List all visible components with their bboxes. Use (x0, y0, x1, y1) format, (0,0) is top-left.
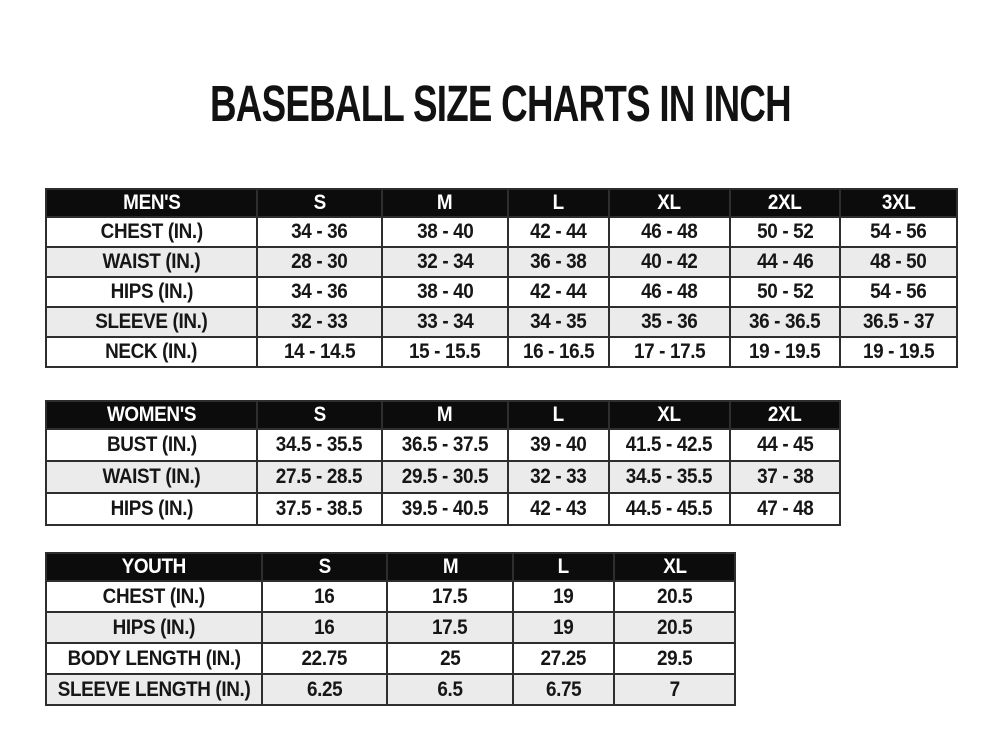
youth-size-table (45, 552, 736, 706)
size-value: 54 - 56 (870, 280, 927, 303)
size-value: 29.5 - 30.5 (401, 465, 489, 488)
measurement-label-cell (46, 247, 257, 277)
size-value: 37 - 38 (756, 465, 814, 488)
size-header-label: S (318, 555, 331, 578)
size-value-cell (840, 277, 957, 307)
size-value: 50 - 52 (756, 220, 814, 243)
size-value: 37.5 - 38.5 (276, 497, 363, 520)
table-row (46, 247, 957, 277)
size-header-label: M (437, 191, 453, 214)
size-header-label: XL (662, 555, 687, 578)
size-value: 42 - 44 (530, 280, 587, 303)
womens-size-table (45, 400, 841, 526)
size-value: 7 (669, 677, 680, 701)
size-value: 20.5 (656, 584, 693, 608)
page-title-text: BASEBALL SIZE CHARTS IN INCH (209, 75, 791, 132)
group-header-label: WOMEN'S (106, 403, 197, 426)
size-value: 34 - 36 (291, 220, 348, 243)
size-value-cell (387, 674, 513, 705)
header-row (46, 401, 840, 429)
size-value: 33 - 34 (416, 310, 474, 333)
size-value-cell (257, 429, 382, 461)
size-header-label: L (552, 191, 565, 214)
group-header-cell (46, 401, 257, 429)
size-value-cell (609, 217, 730, 247)
size-header-label: L (552, 403, 565, 426)
size-header-label: XL (657, 191, 682, 214)
measurement-label: SLEEVE LENGTH (IN.) (57, 677, 251, 701)
measurement-label-cell (46, 674, 262, 705)
measurement-label-cell (46, 217, 257, 247)
group-header-label: YOUTH (121, 555, 187, 578)
size-value: 36 - 38 (530, 250, 587, 273)
header-row (46, 553, 735, 581)
measurement-label-cell (46, 337, 257, 367)
size-value-cell (730, 337, 840, 367)
size-value-cell (257, 461, 382, 493)
size-value: 28 - 30 (291, 250, 348, 273)
size-header-label: 2XL (768, 191, 802, 214)
size-value-cell (840, 217, 957, 247)
size-value-cell (257, 493, 382, 525)
size-value: 15 - 15.5 (409, 340, 481, 363)
size-value-cell (257, 337, 382, 367)
size-value: 34.5 - 35.5 (626, 465, 713, 488)
size-value: 14 - 14.5 (283, 340, 356, 363)
size-value-cell (387, 612, 513, 643)
measurement-label-cell (46, 277, 257, 307)
size-header-label: M (442, 555, 458, 578)
size-header-cell (382, 401, 508, 429)
size-value-cell (508, 461, 609, 493)
group-header-label: MEN'S (122, 191, 181, 214)
size-value-cell (730, 493, 840, 525)
page-title (0, 75, 1000, 132)
size-value-cell (508, 337, 609, 367)
size-value: 34.5 - 35.5 (276, 433, 363, 456)
measurement-label: HIPS (IN.) (110, 497, 193, 520)
size-value: 6.75 (545, 677, 582, 701)
size-value-cell (840, 337, 957, 367)
size-value: 47 - 48 (756, 497, 814, 520)
size-value: 16 - 16.5 (522, 340, 595, 363)
measurement-label: HIPS (IN.) (112, 615, 196, 639)
size-value: 39.5 - 40.5 (401, 497, 489, 520)
table-row (46, 429, 840, 461)
measurement-label-cell (46, 307, 257, 337)
size-header-label: M (437, 403, 453, 426)
size-header-cell (508, 189, 609, 217)
size-value-cell (609, 277, 730, 307)
size-value: 39 - 40 (530, 433, 587, 456)
size-value-cell (730, 277, 840, 307)
size-value: 42 - 43 (530, 497, 587, 520)
size-value: 36.5 - 37 (862, 310, 935, 333)
size-value: 44 - 45 (756, 433, 814, 456)
size-header-label: 3XL (881, 191, 916, 214)
size-value: 20.5 (656, 615, 693, 639)
table-row (46, 217, 957, 247)
size-header-cell (614, 553, 735, 581)
size-header-cell (382, 189, 508, 217)
table-row (46, 612, 735, 643)
size-header-label: XL (657, 403, 682, 426)
size-value-cell (614, 674, 735, 705)
size-value-cell (609, 337, 730, 367)
group-header-cell (46, 189, 257, 217)
measurement-label-cell (46, 612, 262, 643)
size-value: 38 - 40 (416, 220, 474, 243)
size-value-cell (387, 643, 513, 674)
size-value-cell (382, 493, 508, 525)
size-value: 32 - 34 (416, 250, 474, 273)
size-value: 38 - 40 (416, 280, 474, 303)
measurement-label: WAIST (IN.) (102, 465, 201, 488)
measurement-label-cell (46, 493, 257, 525)
size-value-cell (508, 217, 609, 247)
size-value-cell (840, 307, 957, 337)
size-value: 19 (553, 615, 574, 639)
size-value: 16 (314, 584, 335, 608)
size-value: 35 - 36 (641, 310, 698, 333)
size-header-cell (840, 189, 957, 217)
size-value: 29.5 (656, 646, 693, 670)
size-value: 41.5 - 42.5 (626, 433, 713, 456)
size-value: 6.25 (306, 677, 343, 701)
size-value: 17 - 17.5 (633, 340, 706, 363)
size-value-cell (382, 429, 508, 461)
size-value-cell (257, 217, 382, 247)
table-row (46, 337, 957, 367)
size-header-cell (257, 189, 382, 217)
size-value-cell (614, 581, 735, 612)
size-value: 27.25 (540, 646, 587, 670)
size-value-cell (382, 307, 508, 337)
size-value: 50 - 52 (756, 280, 814, 303)
size-value: 46 - 48 (641, 220, 698, 243)
size-value-cell (382, 277, 508, 307)
measurement-label: WAIST (IN.) (102, 250, 201, 273)
measurement-label: HIPS (IN.) (110, 280, 193, 303)
measurement-label-cell (46, 461, 257, 493)
table-row (46, 643, 735, 674)
size-value: 25 (439, 646, 461, 670)
size-value-cell (730, 429, 840, 461)
size-value-cell (513, 674, 614, 705)
size-header-cell (730, 189, 840, 217)
size-value: 34 - 35 (530, 310, 587, 333)
size-value: 27.5 - 28.5 (276, 465, 363, 488)
size-value: 54 - 56 (870, 220, 927, 243)
size-value: 34 - 36 (291, 280, 348, 303)
size-header-label: L (557, 555, 570, 578)
size-value: 48 - 50 (870, 250, 927, 273)
size-value-cell (382, 217, 508, 247)
size-value-cell (257, 247, 382, 277)
size-value-cell (730, 307, 840, 337)
size-header-cell (508, 401, 609, 429)
size-value: 36.5 - 37.5 (401, 433, 489, 456)
size-value-cell (508, 307, 609, 337)
size-value: 19 (553, 584, 574, 608)
size-value-cell (257, 307, 382, 337)
size-value-cell (387, 581, 513, 612)
size-value: 46 - 48 (641, 280, 698, 303)
size-value-cell (730, 247, 840, 277)
measurement-label-cell (46, 581, 262, 612)
size-value: 16 (314, 615, 335, 639)
size-value: 17.5 (432, 584, 468, 608)
size-value-cell (513, 581, 614, 612)
size-header-label: 2XL (768, 403, 802, 426)
size-value: 32 - 33 (530, 465, 587, 488)
size-header-label: S (313, 191, 326, 214)
group-header-cell (46, 553, 262, 581)
size-header-cell (609, 189, 730, 217)
measurement-label-cell (46, 643, 262, 674)
size-value-cell (262, 581, 387, 612)
measurement-label: SLEEVE (IN.) (95, 310, 208, 333)
size-value-cell (262, 612, 387, 643)
size-value-cell (730, 461, 840, 493)
size-header-label: S (313, 403, 326, 426)
size-header-cell (730, 401, 840, 429)
table-row (46, 277, 957, 307)
size-value-cell (257, 277, 382, 307)
size-value-cell (262, 643, 387, 674)
size-value-cell (513, 643, 614, 674)
measurement-label: BODY LENGTH (IN.) (67, 646, 241, 670)
size-value: 17.5 (432, 615, 468, 639)
mens-size-table (45, 188, 958, 368)
measurement-label: BUST (IN.) (106, 433, 197, 456)
measurement-label: NECK (IN.) (105, 340, 198, 363)
size-value-cell (609, 493, 730, 525)
size-value-cell (730, 217, 840, 247)
size-value: 42 - 44 (530, 220, 587, 243)
size-value-cell (382, 247, 508, 277)
table-row (46, 493, 840, 525)
size-header-cell (609, 401, 730, 429)
table-row (46, 307, 957, 337)
size-value-cell (508, 247, 609, 277)
size-value-cell (262, 674, 387, 705)
size-value-cell (508, 277, 609, 307)
size-value-cell (614, 643, 735, 674)
size-header-cell (257, 401, 382, 429)
size-value-cell (840, 247, 957, 277)
size-value-cell (508, 493, 609, 525)
size-value-cell (614, 612, 735, 643)
size-header-cell (387, 553, 513, 581)
size-value-cell (508, 429, 609, 461)
size-value-cell (609, 247, 730, 277)
measurement-label: CHEST (IN.) (100, 220, 203, 243)
table-row (46, 581, 735, 612)
size-value-cell (382, 461, 508, 493)
header-row (46, 189, 957, 217)
measurement-label-cell (46, 429, 257, 461)
size-value: 19 - 19.5 (749, 340, 821, 363)
size-header-cell (262, 553, 387, 581)
size-value: 44.5 - 45.5 (626, 497, 713, 520)
size-value: 44 - 46 (756, 250, 814, 273)
size-value: 36 - 36.5 (749, 310, 821, 333)
size-value: 32 - 33 (291, 310, 348, 333)
size-value: 6.5 (437, 677, 463, 701)
size-value-cell (382, 337, 508, 367)
table-row (46, 674, 735, 705)
size-value-cell (609, 307, 730, 337)
table-row (46, 461, 840, 493)
size-value-cell (513, 612, 614, 643)
size-value: 40 - 42 (641, 250, 698, 273)
measurement-label: CHEST (IN.) (103, 584, 206, 608)
size-value-cell (609, 429, 730, 461)
size-header-cell (513, 553, 614, 581)
size-value-cell (609, 461, 730, 493)
size-value: 19 - 19.5 (862, 340, 935, 363)
size-value: 22.75 (301, 646, 348, 670)
